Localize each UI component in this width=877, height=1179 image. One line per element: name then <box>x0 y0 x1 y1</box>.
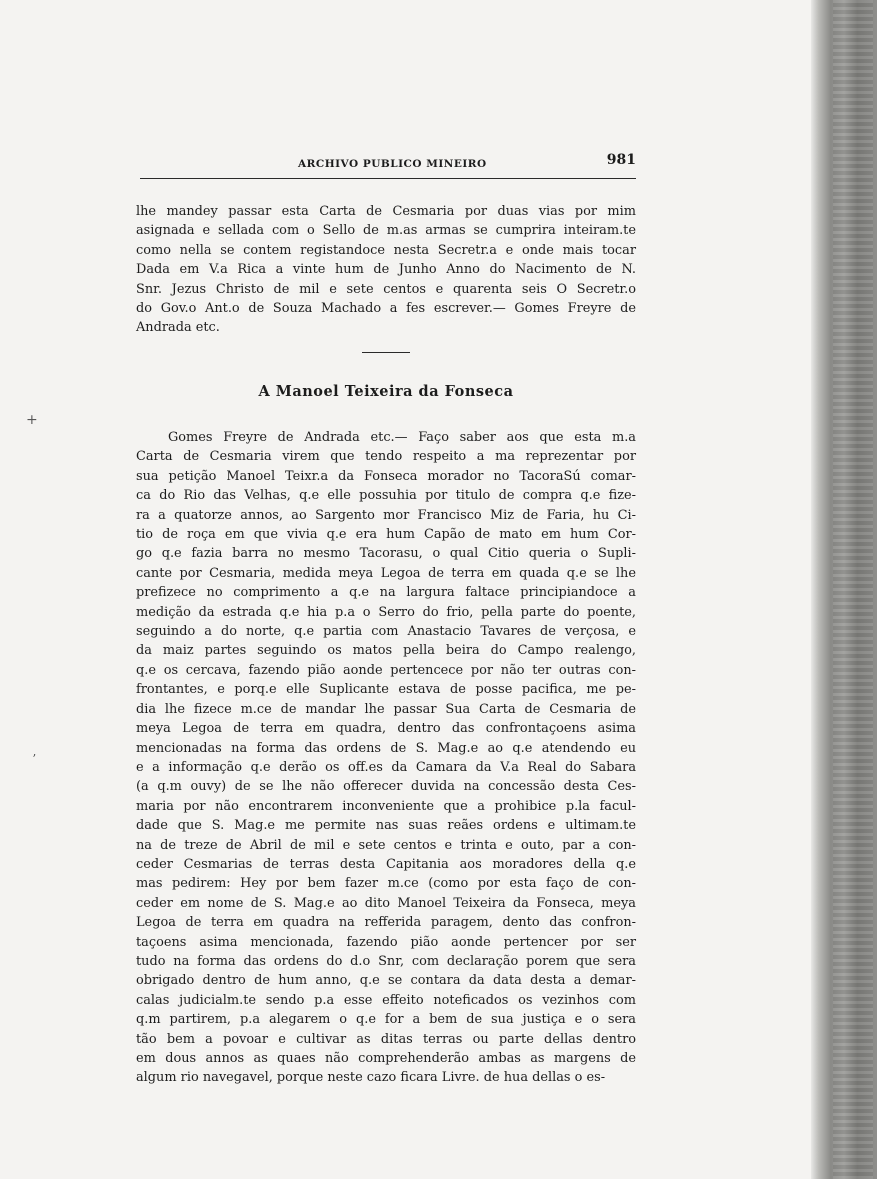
text-line: algum rio navegavel, porque neste cazo ficara Livre. de hua dellas o es- <box>136 1070 606 1086</box>
text-line: cante por Cesmaria, medida meya Legoa de terra em quada q.e se lhe <box>136 565 636 581</box>
text-line: lhe mandey passar esta Carta de Cesmaria por duas vias por mim <box>136 204 636 219</box>
text-line: Dada em V.a Rica a vinte hum de Junho Anno do Nacimento de N. <box>136 262 636 278</box>
text-line: q.e os cercava, fazendo pião aonde pertencece por não ter outras con- <box>136 662 636 678</box>
text-line: e a informação q.e derão os off.es da Camara da V.a Real do Sabara <box>136 759 636 775</box>
text-line: seguindo a do norte, q.e partia com Anastacio Tavares de verçosa, e <box>136 624 636 640</box>
text-line: go q.e fazia barra no mesmo Tacorasu, o qual Citio queria o Supli- <box>136 546 636 562</box>
text-line: Legoa de terra em quadra na refferida paragem, dento das confron- <box>136 915 636 931</box>
text-line: frontantes, e porq.e elle Suplicante estava de posse pacifica, me pe- <box>136 682 636 698</box>
text-line: dia lhe fizece m.ce de mandar lhe passar Sua Carta de Cesmaria de <box>136 701 636 717</box>
text-line: medição da estrada q.e hia p.a o Serro do frio, pella parte do poente, <box>136 604 636 620</box>
text-line: mas pedirem: Hey por bem fazer m.ce (como por esta faço de con- <box>136 876 636 892</box>
text-line: tudo na forma das ordens do d.o Snr, com declaração porem que sera <box>136 953 636 969</box>
text-line: Snr. Jezus Christo de mil e sete centos e quarenta seis O Secretr.o <box>136 281 636 297</box>
page-edge-texture <box>833 0 873 1179</box>
text-line: Carta de Cesmaria virem que tendo respeito a ma reprezentar por <box>136 449 636 465</box>
text-line: como nella se contem registandoce nesta Secretr.a e onde mais tocar <box>136 242 636 258</box>
text-line: calas judicialm.te sendo p.a esse effeito noteficados os vezinhos com <box>136 992 636 1008</box>
text-line: meya Legoa de terra em quadra, dentro das confrontaçoens asima <box>136 721 636 737</box>
margin-cross-mark: + <box>26 412 38 428</box>
paragraph-grant <box>136 428 636 1088</box>
text-line: asignada e sellada com o Sello de m.as armas se cumprira inteiram.te <box>136 223 636 239</box>
text-line: na de treze de Abril de mil e sete centos e trinta e outo, par a con- <box>136 837 636 853</box>
text-line: em dous annos as quaes não comprehenderão ambas as margens de <box>136 1051 636 1066</box>
text-line: da maiz partes seguindo os matos pella beira do Campo realengo, <box>136 643 636 659</box>
text-line: Andrada etc. <box>136 320 220 336</box>
section-divider <box>362 352 410 353</box>
text-line: obrigado dentro de hum anno, q.e se contara da data desta a demar- <box>136 973 636 989</box>
page-number: 981 <box>606 152 636 168</box>
page-edge-shadow <box>811 0 877 1179</box>
header-rule <box>140 178 636 179</box>
paragraph-closing <box>136 202 636 338</box>
text-line: mencionadas na forma das ordens de S. Mag.e ao q.e atendendo eu <box>136 740 636 756</box>
text-line: do Gov.o Ant.o de Souza Machado a fes escrever.— Gomes Freyre de <box>136 301 636 317</box>
text-line: ceder Cesmarias de terras desta Capitania aos moradores della q.e <box>136 856 636 872</box>
page-header <box>136 152 636 178</box>
text-line: ca do Rio das Velhas, q.e elle possuhia por titulo de compra q.e fize- <box>136 488 636 504</box>
text-line: dade que S. Mag.e me permite nas suas reães ordens e ultimam.te <box>136 818 636 834</box>
text-line: q.m partirem, p.a alegarem o q.e for a bem de sua justiça e o sera <box>136 1012 636 1028</box>
text-line: sua petição Manoel Teixr.a da Fonseca morador no TacoraSú comar- <box>136 468 636 484</box>
text-line: tão bem a povoar e cultivar as ditas terras ou parte dellas dentro <box>136 1031 636 1047</box>
text-line: Gomes Freyre de Andrada etc.— Faço saber aos que esta m.a <box>168 430 636 445</box>
margin-tick-mark: ʼ <box>32 752 36 766</box>
text-line: taçoens asima mencionada, fazendo pião aonde pertencer por ser <box>136 934 636 950</box>
text-line: tio de roça em que vivia q.e era hum Capão de mato em hum Cor- <box>136 527 636 543</box>
section-title: A Manoel Teixeira da Fonseca <box>258 383 514 400</box>
text-line: (a q.m ouvy) de se lhe não offerecer duvida na concessão desta Ces- <box>136 779 636 795</box>
text-line: maria por não encontrarem inconveniente que a prohibice p.la facul- <box>136 798 636 814</box>
text-line: ceder em nome de S. Mag.e ao dito Manoel Teixeira da Fonseca, meya <box>136 895 636 911</box>
text-line: ra a quatorze annos, ao Sargento mor Francisco Miz de Faria, hu Ci- <box>136 507 636 523</box>
text-line: prefizece no comprimento a q.e na largura faltace principiandoce a <box>136 585 636 601</box>
running-head: ARCHIVO PUBLICO MINEIRO <box>298 158 487 170</box>
